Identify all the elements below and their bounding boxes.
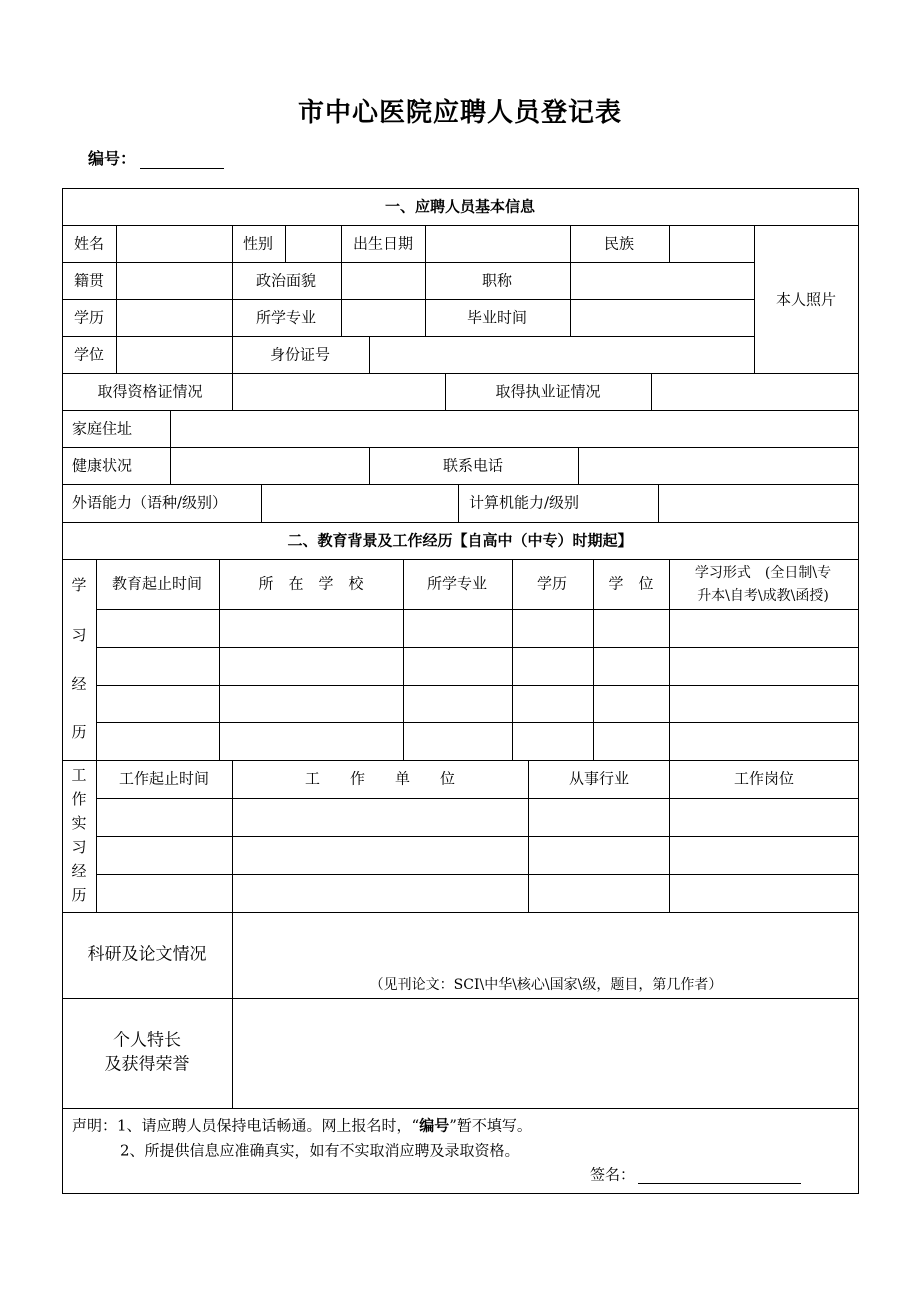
gender-label: 性别	[242, 234, 274, 253]
statement-line1-suffix: ”暂不填写。	[449, 1116, 532, 1135]
id-number-label: 身份证号	[269, 345, 331, 364]
birth-date-label: 出生日期	[352, 234, 414, 253]
talents-label-line1: 个人特长	[113, 1030, 181, 1051]
work-side-char: 习	[71, 838, 87, 856]
political-status-label: 政治面貌	[255, 271, 317, 290]
statement-line1-prefix: 声明：1、请应聘人员保持电话畅通。网上报名时，“	[72, 1116, 420, 1135]
work-side-char: 工	[71, 766, 87, 784]
statement-line1-bold: 编号	[419, 1116, 450, 1135]
graduation-time-label: 毕业时间	[466, 308, 528, 327]
study-col-header: 学 位	[608, 574, 654, 593]
statement-line1	[72, 1116, 532, 1135]
qualification-cert-label: 取得资格证情况	[97, 382, 203, 401]
study-col-header: 教育起止时间	[111, 574, 203, 593]
study-col-header: 所 在 学 校	[258, 574, 364, 593]
health-label: 健康状况	[72, 456, 133, 475]
language-ability-label: 外语能力（语种/级别）	[72, 493, 228, 512]
ethnicity-label: 民族	[603, 234, 635, 253]
statement-line2: 2、所提供信息应准确真实，如有不实取消应聘及录取资格。	[120, 1141, 520, 1160]
work-side-char: 实	[71, 814, 87, 832]
work-col-header: 工作起止时间	[118, 769, 210, 788]
registration-form-table	[62, 188, 859, 1194]
study-form-header-line2: 升本\自考\成教\函授)	[697, 588, 829, 604]
computer-ability-label: 计算机能力/级别	[469, 493, 580, 512]
serial-number-field[interactable]	[88, 146, 224, 169]
name-label: 姓名	[73, 234, 105, 253]
work-side-char: 历	[71, 886, 87, 904]
education-label: 学历	[73, 308, 105, 327]
native-place-label: 籍贯	[73, 271, 105, 290]
serial-blank[interactable]	[140, 150, 224, 169]
study-col-header: 学历	[536, 574, 568, 593]
signature-line[interactable]	[638, 1183, 801, 1184]
work-col-header: 从事行业	[568, 769, 630, 788]
title-rank-label: 职称	[481, 271, 513, 290]
study-side-char: 学	[71, 576, 87, 594]
phone-label: 联系电话	[442, 456, 504, 475]
research-note: （见刊论文：SCI\中华\核心\国家\级，题目，第几作者）	[369, 977, 723, 993]
serial-label: 编号：	[88, 149, 137, 168]
research-label: 科研及论文情况	[87, 944, 207, 965]
home-address-label: 家庭住址	[72, 419, 133, 438]
work-col-header: 工 作 单 位	[304, 769, 456, 788]
study-col-header: 所学专业	[426, 574, 488, 593]
major-label: 所学专业	[255, 308, 317, 327]
study-side-char: 习	[71, 626, 87, 644]
work-side-char: 经	[71, 862, 87, 880]
practice-cert-label: 取得执业证情况	[495, 382, 601, 401]
study-side-char: 历	[71, 723, 87, 741]
study-side-char: 经	[71, 675, 87, 693]
section1-heading: 一、应聘人员基本信息	[384, 197, 536, 216]
degree-label: 学位	[73, 345, 105, 364]
page-title: 市中心医院应聘人员登记表	[297, 98, 622, 128]
photo-label: 本人照片	[775, 290, 837, 309]
work-col-header: 工作岗位	[733, 769, 795, 788]
signature-label: 签名：	[590, 1165, 636, 1184]
section2-heading: 二、教育背景及工作经历【自高中（中专）时期起】	[287, 531, 633, 550]
study-form-header-line1: 学习形式 (全日制\专	[694, 565, 832, 581]
talents-label-line2: 及获得荣誉	[104, 1054, 190, 1075]
work-side-char: 作	[71, 790, 87, 808]
